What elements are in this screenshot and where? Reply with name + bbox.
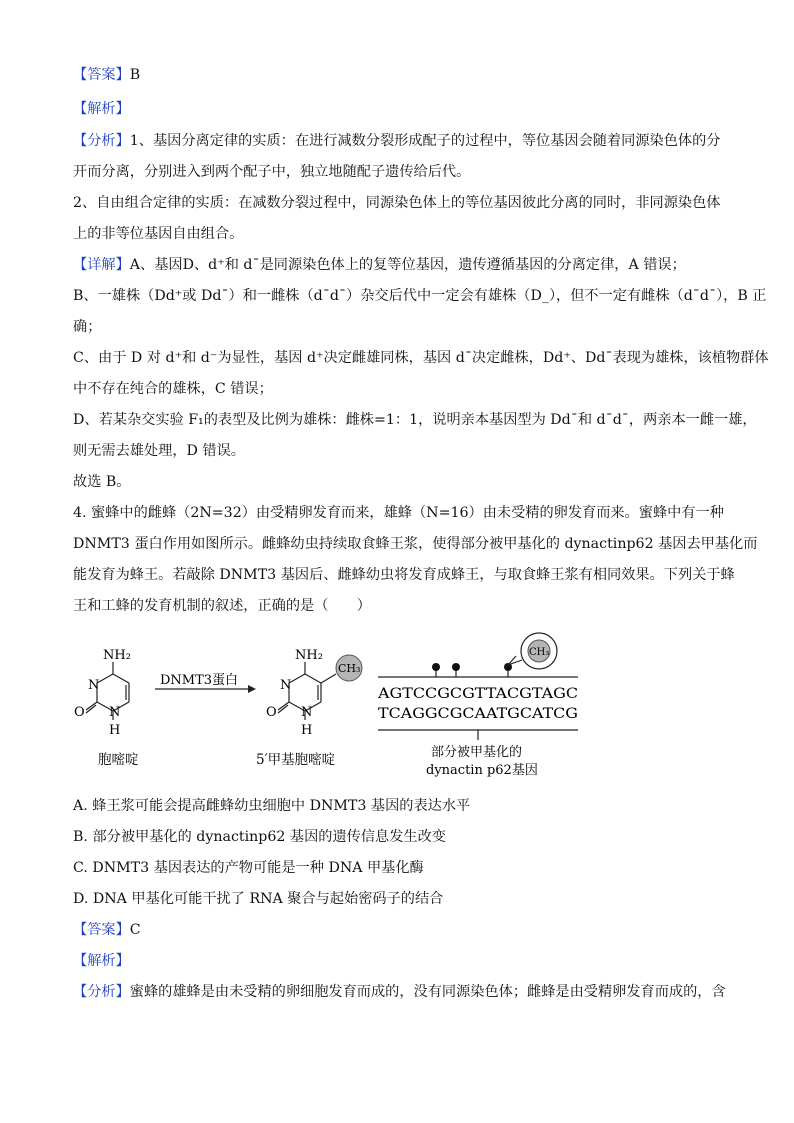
xiangjie-line-d2: 则无需去雄处理，D 错误。 xyxy=(73,443,245,459)
methylcytosine-h: H xyxy=(301,723,313,738)
option-a: A. 蜂王浆可能会提高雌蜂幼虫细胞中 DNMT3 基因的表达水平 xyxy=(73,798,471,814)
methylation-figure xyxy=(60,632,600,782)
xiangjie-line-d1: D、若某杂交实验 F₁的表型及比例为雄株：雌株=1：1，说明亲本基因型为 Ddˉ和 dˉdˉ，两亲本一雌一雄， xyxy=(73,412,757,428)
xiangjie-line-c2: 中不存在纯合的雄株，C 错误； xyxy=(73,381,273,397)
fenxi-tag: 【分析】 xyxy=(73,984,130,1000)
arrow-label: DNMT3蛋白 xyxy=(160,673,239,688)
cytosine-n1: N xyxy=(109,705,121,720)
answer-line-1 xyxy=(73,65,140,85)
question-4-line-3: 能发育为蜂王。若敲除 DNMT3 基因后、雌蜂幼虫将发育成蜂王，与取食蜂王浆有相同效果。下列关于蜂 xyxy=(73,567,735,583)
analysis-tag: 【解析】 xyxy=(73,101,130,117)
question-4-line-1: 4. 蜜蜂中的雌蜂（2N=32）由受精卵发育而来，雄蜂（N=16）由未受精的卵发育而来。蜜蜂中有一种 xyxy=(73,505,724,521)
methyl-dot xyxy=(432,663,440,671)
fenxi-tag: 【分析】 xyxy=(73,133,130,149)
fenxi-text: 1、基因分离定律的实质：在进行减数分裂形成配子的过程中，等位基因会随着同源染色体的分 xyxy=(129,133,721,149)
answer-tag: 【答案】 xyxy=(73,67,130,83)
answer-line-2 xyxy=(73,920,141,940)
option-b: B. 部分被甲基化的 dynactinp62 基因的遗传信息发生改变 xyxy=(73,829,446,845)
methylcytosine-n3: N xyxy=(280,678,292,693)
option-d: D. DNA 甲基化可能干扰了 RNA 聚合与起始密码子的结合 xyxy=(73,891,444,907)
callout-tail xyxy=(508,656,522,665)
question-4-line-2: DNMT3 蛋白作用如图所示。雌蜂幼虫持续取食蜂王浆，使得部分被甲基化的 dynactinp62 基因去甲基化而 xyxy=(73,536,758,552)
answer-value: C xyxy=(129,922,141,938)
analysis-heading-1 xyxy=(73,99,130,119)
dna-sequence-top: AGTCCGCGTTACGTAGC xyxy=(376,686,578,702)
fenxi-text: 蜜蜂的雄蜂是由未受精的卵细胞发育而成的，没有同源染色体；雌蜂是由受精卵发育而成的，含 xyxy=(129,984,726,1000)
fenxi-line-3: 2、自由组合定律的实质：在减数分裂过程中，同源染色体上的等位基因彼此分离的同时，非同源染色体 xyxy=(73,195,721,211)
methylcytosine-o: O xyxy=(266,705,277,720)
fenxi-line-q4 xyxy=(73,982,726,1002)
cytosine-o: O xyxy=(74,705,85,720)
methyl-dot xyxy=(452,663,460,671)
analysis-tag: 【解析】 xyxy=(73,953,130,969)
xiangjie-tag: 【详解】 xyxy=(73,257,130,273)
methyl-pins xyxy=(436,670,508,677)
cytosine-n3: N xyxy=(88,678,100,693)
cytosine-h: H xyxy=(109,723,121,738)
cytosine-label: 胞嘧啶 xyxy=(98,752,139,768)
xiangjie-line-c1: C、由于 D 对 d⁺和 d⁻为显性，基因 d⁺决定雌雄同株，基因 dˉ决定雌株，Dd⁺、Ddˉ表现为雄株，该植物群体 xyxy=(73,350,769,366)
answer-value: B xyxy=(129,67,141,83)
question-4-line-4: 王和工蜂的发育机制的叙述，正确的是（ ） xyxy=(73,598,371,614)
methyl-ch3: CH₃ xyxy=(338,662,361,675)
reaction-arrow-head xyxy=(248,685,256,693)
dna-sequence-bottom: TCAGGCGCAATGCATCG xyxy=(378,706,578,722)
callout-ch3: CH₃ xyxy=(529,647,550,658)
fenxi-line-4: 上的非等位基因自由组合。 xyxy=(73,226,244,242)
answer-tag: 【答案】 xyxy=(73,922,130,938)
figure-caption-line-1: 部分被甲基化的 xyxy=(431,745,523,760)
choose-line: 故选 B。 xyxy=(73,474,131,490)
xiangjie-line-b1: B、一雄株（Dd⁺或 Ddˉ）和一雌株（dˉdˉ）杂交后代中一定会有雄株（D_），但不一定有雌株（dˉdˉ），B 正 xyxy=(73,288,767,304)
methylcytosine-label: 5′甲基胞嘧啶 xyxy=(256,752,336,768)
methylcytosine-nh2: NH₂ xyxy=(295,648,323,663)
analysis-heading-2 xyxy=(73,951,130,971)
fenxi-line-1 xyxy=(73,131,720,151)
fenxi-line-2: 开而分离，分别进入到两个配子中，独立地随配子遗传给后代。 xyxy=(73,164,471,180)
figure-caption-line-2: dynactin p62基因 xyxy=(426,763,538,778)
xiangjie-text: A、基因D、d⁺和 dˉ是同源染色体上的复等位基因，遗传遵循基因的分离定律，A 错误； xyxy=(129,257,686,273)
xiangjie-line-b2: 确； xyxy=(73,319,102,335)
xiangjie-line-a xyxy=(73,255,686,275)
methylcytosine-n1: N xyxy=(301,705,313,720)
cytosine-nh2: NH₂ xyxy=(103,648,131,663)
option-c: C. DNMT3 基因表达的产物可能是一种 DNA 甲基化酶 xyxy=(73,860,424,876)
